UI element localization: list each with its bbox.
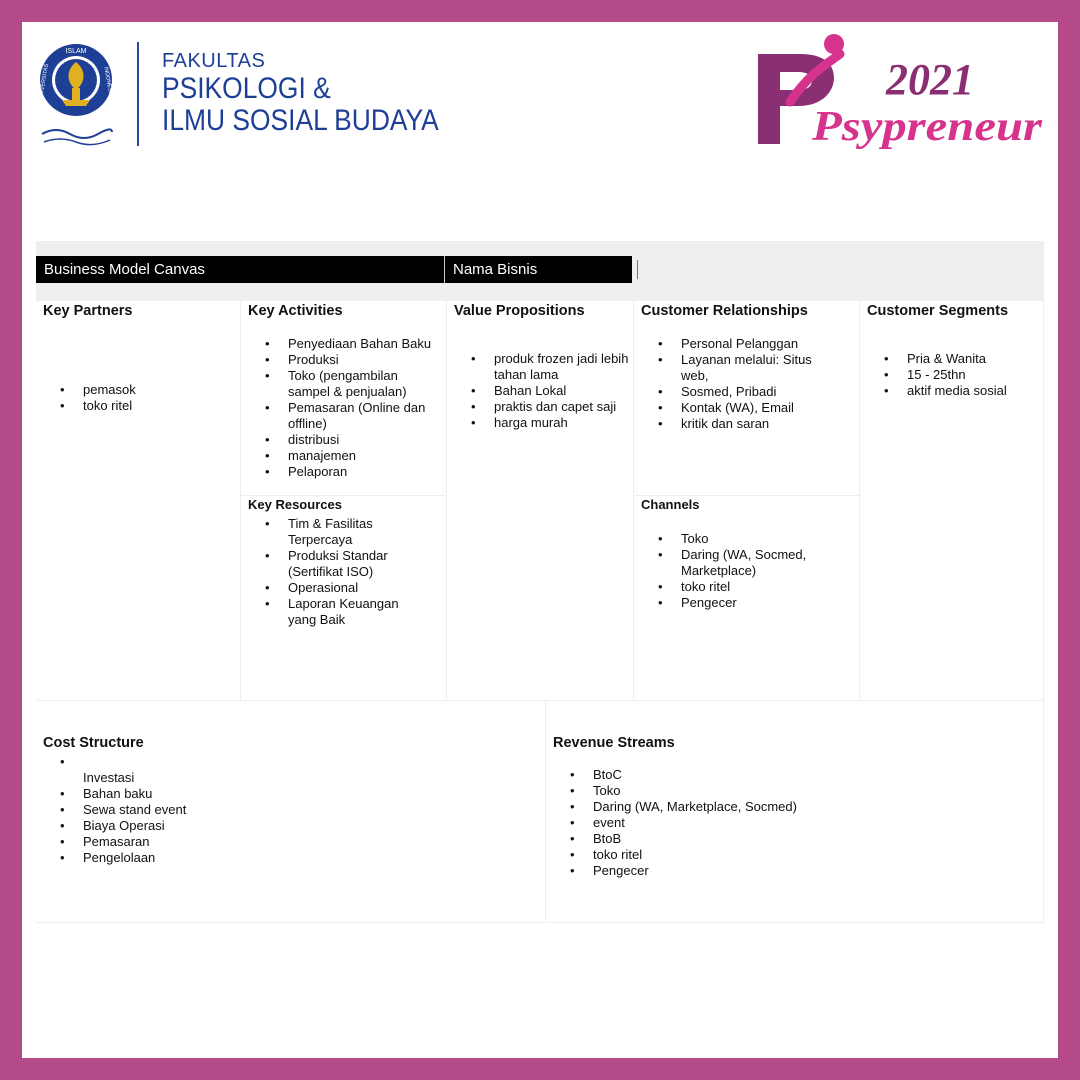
key-activities-title: Key Activities [248,303,343,319]
key-resources-list [241,516,421,628]
list-item: • Pengecer [634,595,824,611]
uii-ring-text-right: INDONESIA [102,66,114,98]
list-item: • Pria & Wanita [860,351,1040,367]
poster-card [22,22,1058,1058]
list-item: • Pemasaran (Online dan offline) [241,400,441,432]
key-partners-block [36,301,241,701]
customer-relationships-list [634,336,824,432]
list-item: • Laporan Keuangan yang Baik [241,596,421,628]
list-item: • Biaya Operasi [36,818,336,834]
list-item: • aktif media sosial [860,383,1040,399]
key-activities-list [241,336,441,480]
list-item: • Produksi [241,352,441,368]
list-item: • toko ritel [36,398,236,414]
customer-relationships-title: Customer Relationships [641,303,808,319]
uii-logo-icon [36,42,116,152]
list-item: • Toko [546,783,866,799]
key-partners-title: Key Partners [43,303,133,319]
customer-segments-title: Customer Segments [867,303,1009,319]
event-year: 2021 [886,55,974,104]
customer-segments-list [860,351,1040,399]
list-item: • distribusi [241,432,441,448]
key-resources-block [241,496,447,701]
list-item: • Pengelolaan [36,850,336,866]
faculty-line-3: ILMU SOSIAL BUDAYA [162,104,439,137]
list-item: • praktis dan capet saji [447,399,632,415]
list-item [36,754,336,770]
list-item: • Layanan melalui: Situs web, [634,352,824,384]
event-name: Psypreneur [810,104,1043,150]
key-partners-list [36,382,236,414]
business-model-canvas [36,241,1044,923]
customer-segments-block [860,301,1044,701]
business-name-field[interactable]: Nama Bisnis [444,256,632,283]
list-item: • Daring (WA, Socmed, Marketplace) [634,547,824,579]
list-item: • Sosmed, Pribadi [634,384,824,400]
list-item: • pemasok [36,382,236,398]
list-item: • event [546,815,866,831]
list-item: • Daring (WA, Marketplace, Socmed) [546,799,866,815]
uii-ring-text-top: ISLAM [65,48,87,55]
list-item: • Penyediaan Bahan Baku [241,336,441,352]
header-divider [137,42,139,146]
list-item-text: Investasi [83,770,135,785]
list-item: • Pengecer [546,863,866,879]
key-activities-block [241,301,447,496]
cost-structure-list [36,754,336,866]
list-item: • BtoC [546,767,866,783]
canvas-title: Business Model Canvas [36,256,444,283]
list-item: • Toko [634,531,824,547]
faculty-title [162,50,477,137]
list-item: • Bahan Lokal [447,383,632,399]
channels-title: Channels [641,497,700,512]
channels-list [634,531,824,611]
customer-relationships-block [634,301,860,496]
value-propositions-block [447,301,634,701]
revenue-streams-list [546,767,866,879]
list-item: • Operasional [241,580,421,596]
revenue-streams-title: Revenue Streams [553,735,675,751]
list-item: • 15 - 25thn [860,367,1040,383]
value-propositions-list [447,351,632,431]
value-propositions-title: Value Propositions [454,303,585,319]
channels-block [634,496,860,701]
faculty-line-2: PSIKOLOGI & [162,72,331,105]
list-item: • Produksi Standar (Sertifikat ISO) [241,548,421,580]
psypreneur-logo-icon [750,32,1050,162]
list-item: • Sewa stand event [36,802,336,818]
list-item: • kritik dan saran [634,416,824,432]
list-item: • toko ritel [546,847,866,863]
list-item: • BtoB [546,831,866,847]
canvas-title-row [36,241,1044,301]
list-item: • Bahan baku [36,786,336,802]
list-item: • Tim & Fasilitas Terpercaya [241,516,421,548]
faculty-line-1: FAKULTAS [162,50,266,72]
list-item: • Toko (pengambilan sampel & penjualan) [241,368,441,400]
list-item: • manajemen [241,448,441,464]
cost-structure-block [36,701,546,923]
key-resources-title: Key Resources [248,497,342,512]
uii-ring-text-left: UNIVERSITAS [37,63,51,101]
list-item: • Personal Pelanggan [634,336,824,352]
list-item: • toko ritel [634,579,824,595]
list-item: • harga murah [447,415,632,431]
list-item: • Kontak (WA), Email [634,400,824,416]
revenue-streams-block [546,701,1044,923]
cost-structure-title: Cost Structure [43,735,144,751]
list-item: • produk frozen jadi lebih tahan lama [447,351,632,383]
list-item-no-bullet [36,770,336,786]
list-item: • Pemasaran [36,834,336,850]
list-item: • Pelaporan [241,464,441,480]
